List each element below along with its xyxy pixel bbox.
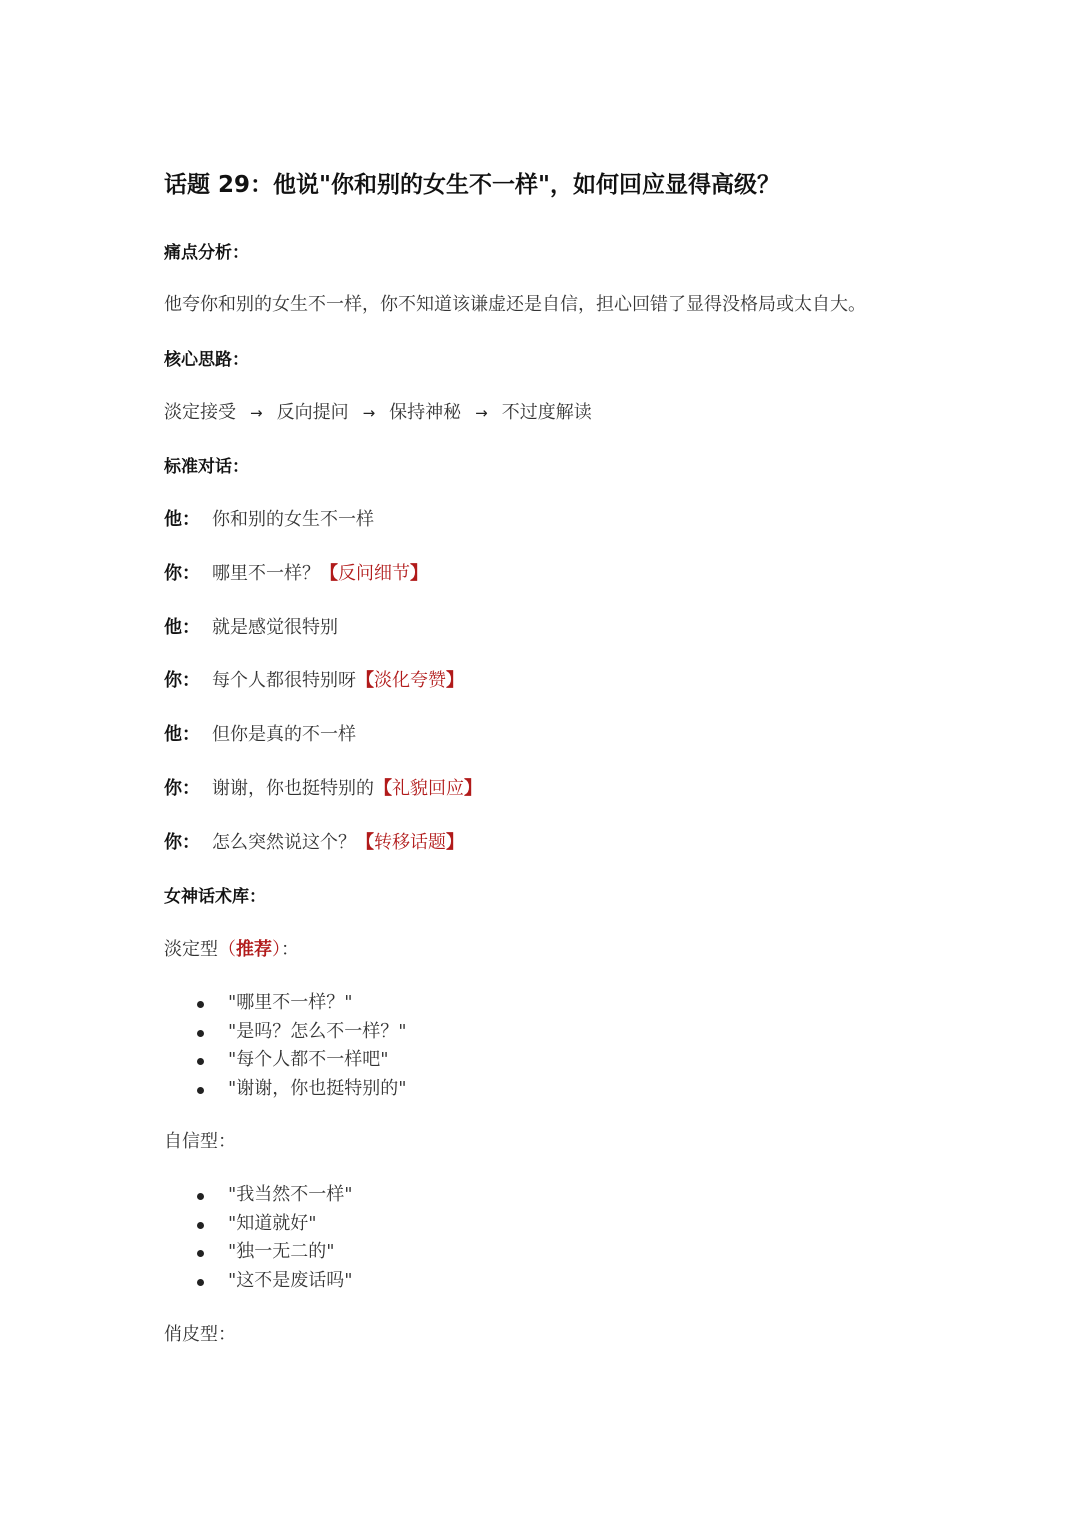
- dialog-text: 怎么突然说这个？: [212, 832, 356, 853]
- list-item: "知道就好": [164, 1210, 353, 1239]
- list-item: "每个人都不一样吧": [164, 1046, 407, 1075]
- dialog-tag: 【反问细节】: [320, 563, 428, 584]
- library-heading: 女神话术库：: [164, 887, 266, 907]
- confident-list: [164, 1181, 353, 1295]
- list-item: "独一无二的": [164, 1238, 353, 1267]
- dialog-line: [164, 829, 464, 857]
- dialog-text: 就是感觉很特别: [212, 617, 338, 638]
- dialog-text: 每个人都很特别呀: [212, 670, 356, 691]
- core-flow: [164, 399, 592, 427]
- speaker-label: 他：: [164, 724, 200, 745]
- speaker-label: 他：: [164, 617, 200, 638]
- list-item: "谢谢，你也挺特别的": [164, 1075, 407, 1104]
- list-item: "这不是废话吗": [164, 1267, 353, 1296]
- calm-list: [164, 989, 407, 1103]
- dialog-text: 谢谢，你也挺特别的: [212, 778, 374, 799]
- arrow-icon: →: [362, 404, 376, 422]
- speaker-label: 你：: [164, 778, 200, 799]
- core-step: 保持神秘: [389, 402, 462, 423]
- dialog-heading: 标准对话：: [164, 457, 249, 477]
- pain-heading: 痛点分析：: [164, 243, 249, 263]
- confident-heading: 自信型：: [164, 1131, 236, 1152]
- core-step: 反向提问: [276, 402, 349, 423]
- speaker-label: 你：: [164, 670, 200, 691]
- list-item: "我当然不一样": [164, 1181, 353, 1210]
- arrow-icon: →: [475, 404, 488, 422]
- dialog-line: [164, 775, 482, 803]
- speaker-label: 他：: [164, 509, 200, 530]
- arrow-icon: →: [250, 404, 263, 422]
- list-item: "哪里不一样？": [164, 989, 407, 1018]
- dialog-tag: 【淡化夸赞】: [356, 670, 464, 691]
- dialog-line: [164, 506, 374, 534]
- list-item: "是吗？怎么不一样？": [164, 1018, 407, 1047]
- dialog-text: 但你是真的不一样: [212, 724, 356, 745]
- dialog-line: [164, 614, 338, 642]
- dialog-text: 哪里不一样？: [212, 563, 320, 584]
- pain-text: 他夸你和别的女生不一样，你不知道该谦虚还是自信，担心回错了显得没格局或太自大。: [164, 294, 866, 315]
- speaker-label: 你：: [164, 563, 200, 584]
- calm-heading: 淡定型（推荐）：: [164, 939, 299, 960]
- dialog-tag: 【转移话题】: [356, 832, 464, 853]
- recommend-label: 推荐: [236, 939, 272, 960]
- page-title: 话题 29：他说"你和别的女生不一样"，如何回应显得高级？: [164, 172, 780, 198]
- speaker-label: 你：: [164, 832, 200, 853]
- dialog-line: [164, 667, 464, 695]
- core-step: 不过度解读: [501, 402, 592, 423]
- dialog-line: [164, 721, 356, 749]
- core-step: 淡定接受: [164, 402, 236, 423]
- dialog-line: [164, 560, 428, 588]
- dialog-tag: 【礼貌回应】: [374, 778, 482, 799]
- playful-heading: 俏皮型：: [164, 1324, 236, 1345]
- core-heading: 核心思路：: [164, 350, 249, 370]
- dialog-text: 你和别的女生不一样: [212, 509, 374, 530]
